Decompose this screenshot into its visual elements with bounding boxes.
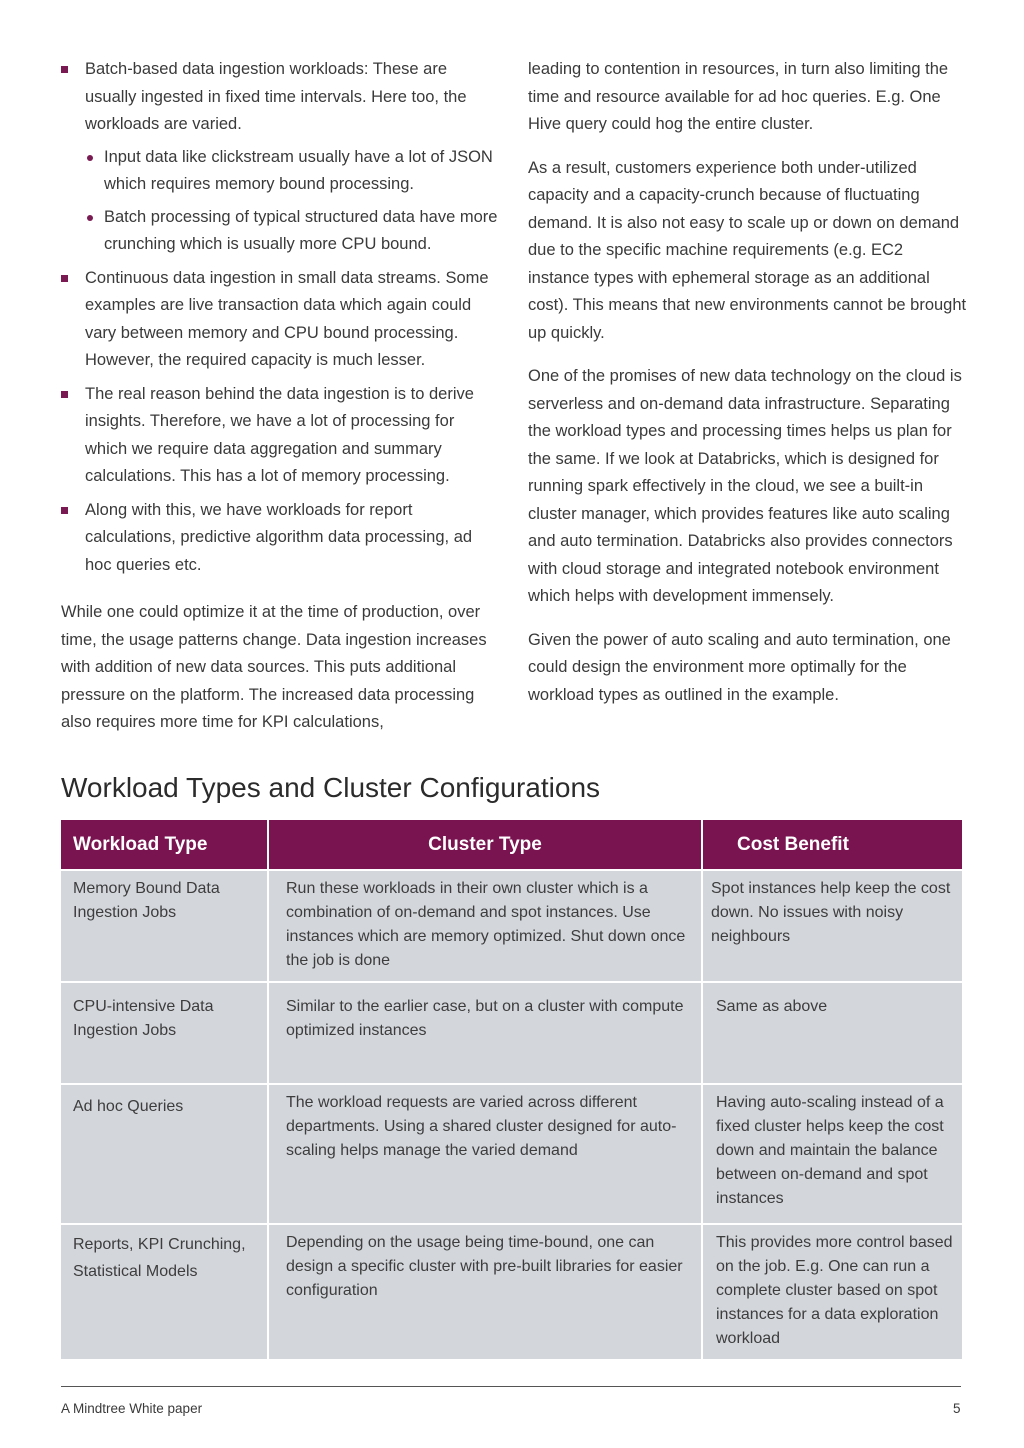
left-column: [61, 56, 501, 753]
dot-bullet-icon: [87, 215, 93, 221]
bullet-item: [61, 381, 501, 491]
right-column: [528, 56, 968, 725]
sub-bullet-list: [85, 144, 501, 259]
sub-bullet-item: [85, 204, 501, 259]
table-row: [61, 1224, 962, 1359]
square-bullet-icon: [61, 275, 68, 282]
square-bullet-icon: [61, 507, 68, 514]
table-cell-workload-type: CPU-intensive Data Ingestion Jobs: [61, 982, 268, 1084]
table-cell-cost-benefit: This provides more control based on the job. E.g. One can run a complete cluster based on spot instances for a data exploration workload: [702, 1224, 962, 1359]
table-row: [61, 982, 962, 1084]
table-cell-cluster-type: The workload requests are varied across different departments. Using a shared cluster designed for auto-scaling helps manage the varied demand: [268, 1084, 702, 1224]
column-header-workload-type: Workload Type: [61, 820, 268, 870]
table-cell-workload-type: Ad hoc Queries: [61, 1084, 268, 1224]
table-cell-cluster-type: Similar to the earlier case, but on a cluster with compute optimized instances: [268, 982, 702, 1084]
workload-table: [61, 820, 962, 1359]
column-header-cluster-type: Cluster Type: [268, 820, 702, 870]
footer-text: A Mindtree White paper: [61, 1401, 203, 1416]
column-header-cost-benefit: Cost Benefit: [702, 820, 962, 870]
body-paragraph: Given the power of auto scaling and auto termination, one could design the environment more optimally for the workload types as outlined in the example.: [528, 630, 951, 704]
section-title: Workload Types and Cluster Configurations: [61, 772, 601, 803]
sub-bullet-item: [85, 144, 501, 199]
table-cell-cost-benefit: Spot instances help keep the cost down. No issues with noisy neighbours: [702, 870, 962, 982]
bullet-text: Continuous data ingestion in small data streams. Some examples are live transaction data which again could vary between memory and CPU bound processing. However, the required capacity is much lesser.: [85, 268, 489, 369]
table-row: [61, 870, 962, 982]
body-paragraph: One of the promises of new data technology on the cloud is serverless and on-demand data infrastructure. Separating the workload types and processing times helps us plan for the same. If we look at Databricks, which is designed for running spark effectively in the cloud, we see a built-in cluster manager, which provides features like auto scaling and auto termination. Databricks also provides connectors with cloud storage and integrated notebook environment which helps with development immensely.: [528, 367, 962, 605]
bullet-list: [61, 56, 501, 579]
page-number: 5: [953, 1401, 961, 1416]
table-cell-cost-benefit: Having auto-scaling instead of a fixed cluster helps keep the cost down and maintain the balance between on-demand and spot instances: [702, 1084, 962, 1224]
table-cell-cluster-type: Depending on the usage being time-bound, one can design a specific cluster with pre-built libraries for easier configuration: [268, 1224, 702, 1359]
sub-bullet-text: Input data like clickstream usually have a lot of JSON which requires memory bound processing.: [104, 147, 493, 193]
dot-bullet-icon: [87, 155, 93, 161]
sub-bullet-text: Batch processing of typical structured data have more crunching which is usually more CPU bound.: [104, 207, 498, 253]
square-bullet-icon: [61, 391, 68, 398]
body-paragraph: While one could optimize it at the time of production, over time, the usage patterns change. Data ingestion increases with addition of new data sources. This puts additional pressure on the platform. The increased data processing also requires more time for KPI calculations,: [61, 603, 487, 731]
bullet-item: [61, 265, 501, 375]
bullet-item: [61, 56, 501, 259]
bullet-text: Batch-based data ingestion workloads: These are usually ingested in fixed time intervals. Here too, the workloads are varied.: [85, 60, 467, 133]
table-row: [61, 1084, 962, 1224]
table-cell-cluster-type: Run these workloads in their own cluster which is a combination of on-demand and spot instances. Use instances which are memory optimized. Shut down once the job is done: [268, 870, 702, 982]
table-cell-workload-type: Memory Bound Data Ingestion Jobs: [61, 870, 268, 982]
footer-divider: [61, 1386, 961, 1387]
bullet-text: Along with this, we have workloads for report calculations, predictive algorithm data processing, ad hoc queries etc.: [85, 500, 473, 574]
square-bullet-icon: [61, 66, 68, 73]
body-paragraph: leading to contention in resources, in turn also limiting the time and resource available for ad hoc queries. E.g. One Hive query could hog the entire cluster.: [528, 60, 949, 133]
table-header-row: [61, 820, 962, 870]
table-cell-workload-type: Reports, KPI Crunching, Statistical Models: [61, 1224, 268, 1359]
bullet-item: [61, 497, 501, 580]
bullet-text: The real reason behind the data ingestion is to derive insights. Therefore, we have a lot of processing for which we require data aggregation and summary calculations. This has a lot of memory processing.: [85, 384, 474, 485]
table-cell-cost-benefit: Same as above: [702, 982, 962, 1084]
body-paragraph: As a result, customers experience both under-utilized capacity and a capacity-crunch because of fluctuating demand. It is also not easy to scale up or down on demand due to the specific machine requirements (e.g. EC2 instance types with ephemeral storage as an additional cost). This means that new environments cannot be brought up quickly.: [528, 158, 967, 342]
